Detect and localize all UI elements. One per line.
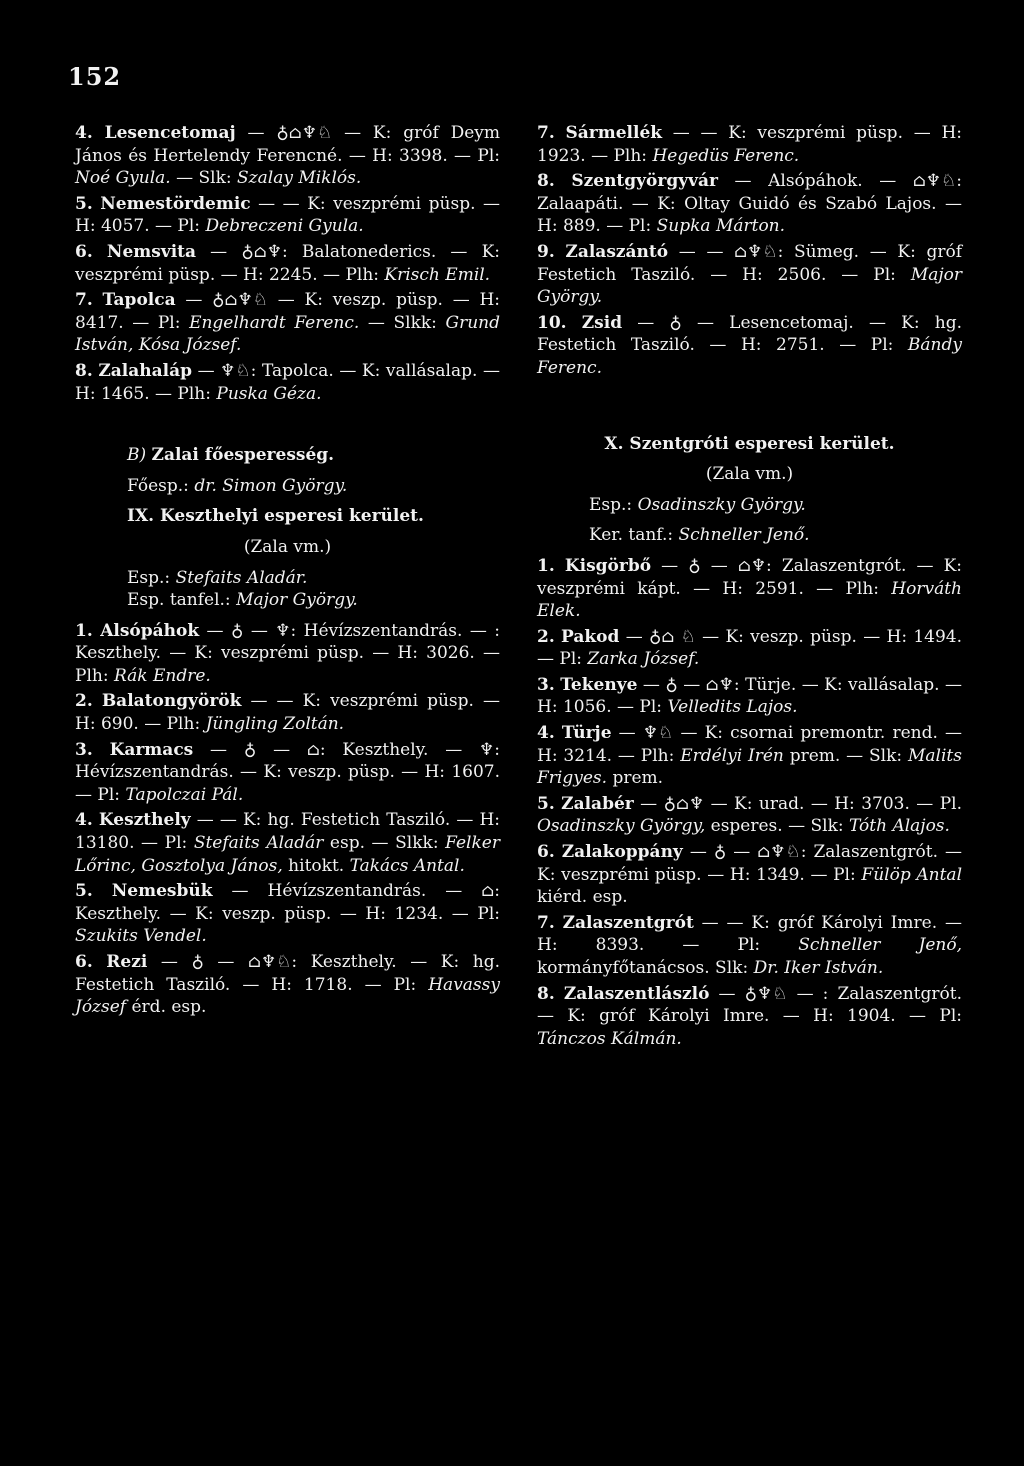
- right-column: [537, 122, 962, 1053]
- parish-entry: 8. Zalaszentlászló — ♁♆♘ — : Zalaszentgrót. — K: gróf Károlyi Imre. — H: 1904. — Pl: Tánczos Kálmán.: [537, 983, 962, 1049]
- page-number: 152: [68, 62, 122, 91]
- parish-entry: 5. Nemestördemic — — K: veszprémi püsp. — H: 4057. — Pl: Debreczeni Gyula.: [75, 193, 500, 237]
- parish-entry: 6. Rezi — ♁ — ⌂♆♘: Keszthely. — K: hg. Festetich Tasziló. — H: 1718. — Pl: Havassy József érd. esp.: [75, 952, 500, 1018]
- district-tanf: Esp. tanfel.: Major György.: [127, 590, 358, 611]
- left-column: [75, 122, 500, 1022]
- section-head: Főesp.: dr. Simon György.: [127, 475, 348, 496]
- district-title: IX. Keszthelyi esperesi kerület.: [127, 506, 424, 527]
- entries-list: [75, 620, 500, 1019]
- parish-entry: 6. Nemsvita — ♁⌂♆: Balatonederics. — K: veszprémi püsp. — H: 2245. — Plh: Krisch Emil.: [75, 241, 500, 285]
- parish-entry: 7. Sármellék — — K: veszprémi püsp. — H: 1923. — Plh: Hegedüs Ferenc.: [537, 123, 962, 166]
- parish-entry: 1. Kisgörbő — ♁ — ⌂♆: Zalaszentgrót. — K: veszprémi kápt. — H: 2591. — Plh: Horváth Elek.: [537, 555, 962, 622]
- district-county: (Zala vm.): [705, 464, 794, 485]
- parish-entry: 5. Zalabér — ♁⌂♆ — K: urad. — H: 3703. — Pl. Osadinszky György, esperes. — Slk: Tóth Alajos.: [537, 793, 962, 837]
- entries-list: [75, 122, 500, 405]
- parish-entry: 8. Zalahaláp — ♆♘: Tapolca. — K: vallásalap. — H: 1465. — Plh: Puska Géza.: [75, 360, 500, 404]
- parish-entry: 8. Szentgyörgyvár — Alsópáhok. — ⌂♆♘: Zalaapáti. — K: Oltay Guidó és Szabó Lajos. — H: 889. — Pl: Supka Márton.: [537, 171, 963, 237]
- district-title: X. Szentgróti esperesi kerület.: [604, 433, 895, 454]
- parish-entry: 6. Zalakoppány — ♁ — ⌂♆♘: Zalaszentgrót. — K: veszprémi püsp. — H: 1349. — Pl: Fülöp Antal kiérd. esp.: [537, 842, 963, 908]
- district-esp: Esp.: Osadinszky György.: [589, 494, 806, 515]
- district-county: (Zala vm.): [243, 536, 332, 557]
- parish-entry: 1. Alsópáhok — ♁ — ♆: Hévízszentandrás. — : Keszthely. — K: veszprémi püsp. — H: 3026. — Plh: Rák Endre.: [75, 620, 500, 686]
- parish-entry: 4. Keszthely — — K: hg. Festetich Tasziló. — H: 13180. — Pl: Stefaits Aladár esp. — Slkk: Felker Lőrinc, Gosztolya János, hitokt. Takács Antal.: [75, 810, 501, 876]
- parish-entry: 2. Pakod — ♁⌂ ♘ — K: veszp. püsp. — H: 1494. — Pl: Zarka József.: [537, 626, 963, 670]
- district-esp: Esp.: Stefaits Aladár.: [127, 567, 308, 588]
- parish-entry: 5. Nemesbük — Hévízszentandrás. — ⌂: Keszthely. — K: veszp. püsp. — H: 1234. — Pl: Szukits Vendel.: [75, 881, 501, 947]
- section-title: B) Zalai főesperesség.: [127, 445, 335, 466]
- parish-entry: 3. Karmacs — ♁ — ⌂: Keszthely. — ♆: Hévízszentandrás. — K: veszp. püsp. — H: 1607. — Pl: Tapolczai Pál.: [75, 739, 500, 805]
- parish-entry: 3. Tekenye — ♁ — ⌂♆: Türje. — K: vallásalap. — H: 1056. — Pl: Velledits Lajos.: [537, 674, 962, 718]
- parish-entry: 7. Tapolca — ♁⌂♆♘ — K: veszp. püsp. — H: 8417. — Pl: Engelhardt Ferenc. — Slkk: Grund István, Kósa József.: [75, 290, 501, 356]
- parish-entry: 4. Türje — ♆♘ — K: csornai premontr. rend. — H: 3214. — Plh: Erdélyi Irén prem. — Slk: Malits Frigyes. prem.: [537, 723, 963, 789]
- entries-list: [537, 555, 962, 1050]
- parish-entry: 9. Zalaszántó — — ⌂♆♘: Sümeg. — K: gróf Festetich Tasziló. — H: 2506. — Pl: Major György.: [537, 241, 962, 308]
- parish-entry: 7. Zalaszentgrót — — K: gróf Károlyi Imre. — H: 8393. — Pl: Schneller Jenő, kormányfőtanácsos. Slk: Dr. Iker István.: [537, 912, 962, 978]
- parish-entry: 2. Balatongyörök — — K: veszprémi püsp. — H: 690. — Plh: Jüngling Zoltán.: [75, 691, 500, 735]
- district-tanf: Ker. tanf.: Schneller Jenő.: [589, 525, 810, 546]
- entries-list: [537, 122, 962, 380]
- parish-entry: 10. Zsid — ♁ — Lesencetomaj. — K: hg. Festetich Tasziló. — H: 2751. — Pl: Bándy Ferenc.: [537, 312, 963, 378]
- parish-entry: 4. Lesencetomaj — ♁⌂♆♘ — K: gróf Deym János és Hertelendy Ferencné. — H: 3398. — Pl: Noé Gyula. — Slk: Szalay Miklós.: [75, 123, 500, 189]
